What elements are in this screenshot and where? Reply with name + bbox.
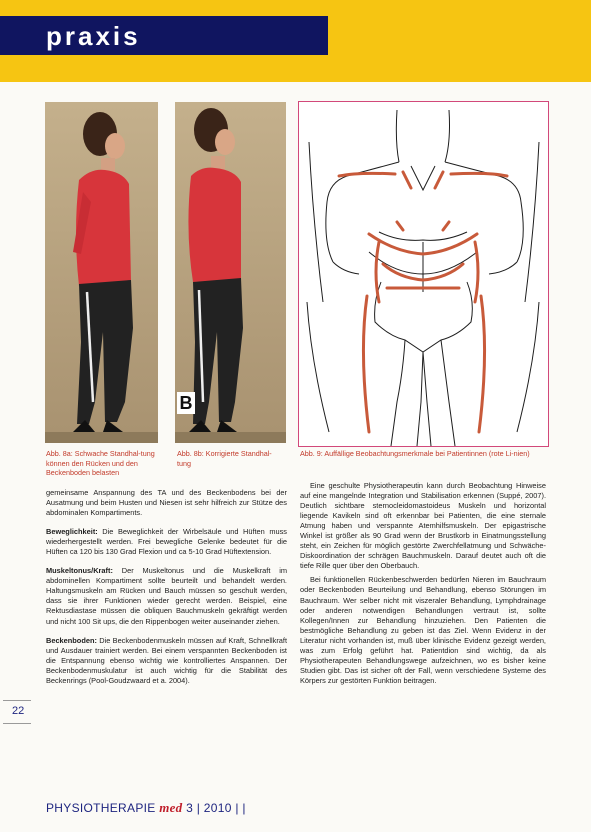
paragraph: Eine geschulte Physiotherapeutin kann durch Beobachtung Hinweise auf eine mangelnde Integration und Stabilisation erkennen (Suppé, 2007). Deutlich sichtbare sternocleidomastoideus Muskeln und horizontal liegende Kavikeln sind oft erkennbar bei Patienten, die eine sternale Atmung haben und verspannte Atemhilfsmuskeln. Der epigastrische Winkel ist größer als 90 Grad wenn der Brustkorb in Einatmungsstellung steht, ein Zeichen für möglich gestörte Zwerchfellatmung und Schwäche-Diskoordination der schrägen Bauchmuskeln. Darauf deutet auch oft die tiefe Rille quer über den Oberbauch. [300, 481, 546, 571]
paragraph: Beckenboden: Die Beckenbodenmuskeln müssen auf Kraft, Schnellkraft und Ausdauer trainiert werden. Bei einem verspannten Beckenboden ist die Entspannung ebenso wichtig wie kontrolliertes Anspannen. Der Beckenbodenmuskulatur ist auch wichtig für die Stabilität des Beckenrings (Pool-Goudzwaard et a. 2004). [46, 635, 287, 685]
journal-name: PHYSIOTHERAPIE [46, 801, 156, 815]
paragraph-heading: Muskeltonus/Kraft: [46, 566, 113, 576]
paragraph: Muskeltonus/Kraft: Der Muskeltonus und die Muskelkraft im abdominellen Kompartiment sollte beurteilt und behandelt werden. Haltungsmuskeln am Rücken und Bauch müssen so geschult werden, dass sie ihrer Funktionen wieder gerecht werden. Beispiel, eine Rektusdiastase müssen die obliquen Bauchmuskeln gekräftigt werden und nicht 100 Sit ups, die den Rippenbogen weiter auseinander ziehen. [46, 566, 287, 626]
paragraph-heading: Beweglichkeit: [46, 527, 98, 537]
figure-letter-b: B [177, 392, 195, 414]
paragraph: Bei funktionellen Rückenbeschwerden bedürfen Nieren im Bauchraum oder Beckenboden Beurteilung und Behandlung, ebenso Störungen im Bauchraum. Wer selber nicht mit viszeraler Behandlung, Lymphdrainage oder anderen notwendigen Behandlungen vertraut ist, sollte Kollegen/Innen zur Behandlung hinzuziehen. Den Patienten die bestmögliche Behandlung zu geben ist das Ziel. Wenn Evidenz in der Literatur nicht vorhanden ist, muß über klinische Evidenz gezeigt werden, was zum Erfolg geführt hat. Patientdion sind wichtig, da als Physiotherapeuten Behandlungswege aufzeichnen, wo es bisher keine Studien gibt. Das ist sicher oft der Fall, wenn verschiedene Systeme des Körpers zur gestörten Funktion beitragen. [300, 575, 546, 685]
page-number: 22 [3, 700, 31, 724]
paragraph-heading: Beckenboden: [46, 635, 97, 645]
figure-8a-caption: Abb. 8a: Schwache Standhal-tung können den Rücken und den Beckenboden belasten [46, 449, 155, 477]
journal-footer [46, 800, 246, 816]
figure-8a-photo [45, 102, 158, 443]
figure-8b-caption: Abb. 8b: Korrigierte Standhal-tung [177, 449, 272, 468]
figure-9-caption: Abb. 9: Auffällige Beobachtungsmerkmale bei Patientinnen (rote Li-nien) [300, 449, 530, 458]
left-column [46, 488, 287, 686]
paragraph: gemeinsame Anspannung des TA und des Beckenbodens bei der Ausatmung und beim Husten und Niesen ist sehr hilfreich zur Stütze des abdominalen Kompartiments. [46, 488, 287, 518]
section-tab [0, 16, 328, 55]
right-column [300, 481, 546, 686]
section-title: praxis [46, 21, 141, 51]
figure-9-diagram [298, 101, 549, 447]
journal-med: med [159, 800, 183, 815]
journal-issue: 3 | 2010 | | [186, 801, 246, 815]
paragraph: Beweglichkeit: Die Beweglichkeit der Wirbelsäule und Hüften muss wiederhergestellt werden. Frei bewegliche Gelenke bedeutet für die Hüften ca 120 bis 130 Grad Flexion und ca 5-10 Grad Hüftextension. [46, 527, 287, 557]
figure-8b-photo [175, 102, 286, 443]
